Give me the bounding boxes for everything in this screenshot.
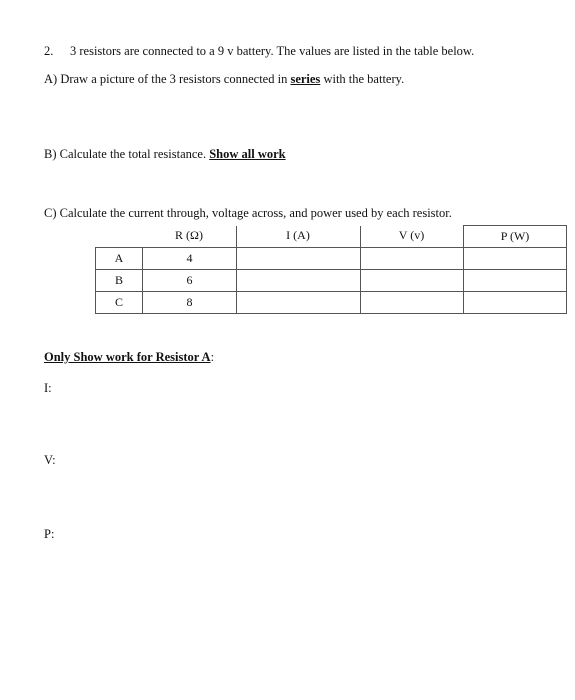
table-header-i-cell [237,226,361,248]
row-current [237,270,361,292]
row-resistance: 8 [143,292,237,314]
part-a-prefix: A) Draw a picture of the 3 resistors connected in [44,72,291,86]
header-r-label: R (Ω) [175,228,203,242]
row-label: C [96,292,143,314]
row-resistance: 4 [143,248,237,270]
table-header-v-cell [361,226,464,248]
work-heading [44,350,214,365]
row-voltage [361,270,464,292]
power-label: P: [44,527,55,541]
table-row [96,270,567,292]
part-a-suffix: with the battery. [320,72,405,86]
table-row [96,248,567,270]
part-a-emphasis: series [290,72,321,86]
row-label: A [96,248,143,270]
row-resistance: 6 [143,270,237,292]
row-power [464,292,567,314]
row-power [464,270,567,292]
question-number: 2. [44,44,54,58]
question-text: 3 resistors are connected to a 9 v battery. The values are listed in the table below. [70,44,475,58]
table-header-p-cell: P (W) [464,226,567,248]
row-voltage [361,292,464,314]
work-heading-colon: : [210,350,215,364]
table-corner-cell [96,226,143,248]
part-b-emphasis: Show all work [209,147,286,161]
row-power [464,248,567,270]
part-c-text: C) Calculate the current through, voltage across, and power used by each resistor. [44,206,452,220]
row-voltage [361,248,464,270]
row-current [237,292,361,314]
part-b-prefix: B) Calculate the total resistance. [44,147,210,161]
table-row [96,292,567,314]
current-label: I: [44,381,52,395]
row-label: B [96,270,143,292]
header-i-label: I (A) [286,228,310,242]
voltage-label: V: [44,453,56,467]
header-v-label: V (v) [398,228,425,242]
part-a-text [44,72,404,87]
row-current [237,248,361,270]
resistor-table [95,225,567,314]
work-heading-text: Only Show work for Resistor A [44,350,211,364]
part-b-text [44,147,286,162]
table-header-r-cell [143,226,237,248]
table-header-row [96,226,567,248]
